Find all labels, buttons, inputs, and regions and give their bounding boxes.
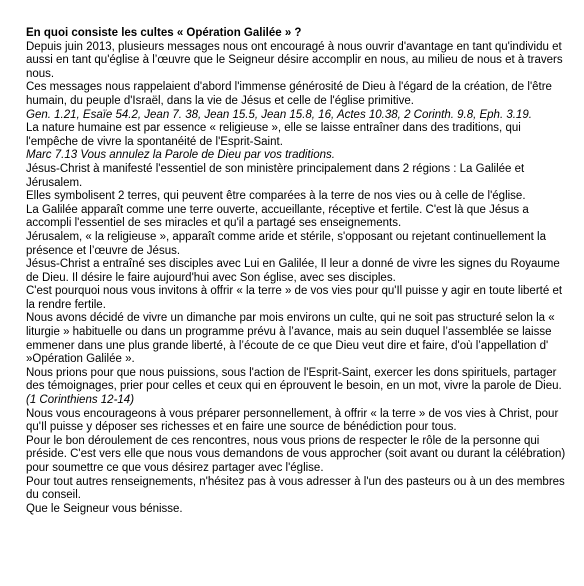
paragraph-text: Nous prions pour que nous puissions, sous l'action de l'Esprit-Saint, exercer les dons spirituels, partager des témoignages, prier pour celles et ceux qui en éprouvent le besoin, en un mot, vivre la parole de Dieu.	[26, 366, 562, 393]
scripture-reference: Gen. 1.21, Esaïe 54.2, Jean 7. 38, Jean 15.5, Jean 15.8, 16, Actes 10.38, 2 Corinth. 9.8, Eph. 3.19.	[26, 108, 532, 121]
paragraph: Jérusalem, « la religieuse », apparaît comme aride et stérile, s'opposant ou rejetant continuellement la présence et l’œuvre de Jésus.	[26, 230, 546, 257]
paragraph: Elles symbolisent 2 terres, qui peuvent être comparées à la terre de nos vies ou à celle de l'église.	[26, 190, 526, 203]
paragraph	[26, 367, 570, 408]
paragraph: Jésus-Christ a entraîné ses disciples avec Lui en Galilée, Il leur a donné de vivre les signes du Royaume de Dieu. Il désire le faire aujourd'hui avec Son église, avec ses disciples.	[26, 258, 560, 284]
paragraph: Pour tout autres renseignements, n'hésitez pas à vous adresser à l'un des pasteurs ou à un des membres du conseil.	[26, 475, 565, 502]
paragraph: La Galilée apparaît comme une terre ouverte, accueillante, réceptive et fertile. C'est là que Jésus a accompli l'essentiel de ses miracles et qu'il a partagé ses enseignements.	[26, 203, 529, 230]
paragraph: Nous vous encourageons à vous préparer personnellement, à offrir « la terre » de vos vies à Christ, pour qu'Il puisse y déposer ses richesses et en faire une source de bénédiction pour tous.	[26, 407, 559, 434]
page-title: En quoi consiste les cultes « Opération Galilée » ?	[26, 27, 302, 39]
paragraph: La nature humaine est par essence « religieuse », elle se laisse entraîner dans des traditions, qui l'empêche de vivre la spontanéité de l'Esprit-Saint.	[26, 122, 521, 148]
scripture-reference: Marc 7.13 Vous annulez la Parole de Dieu par vos traditions.	[26, 149, 335, 162]
paragraph: C'est pourquoi nous vous invitons à offrir « la terre » de vos vies pour qu'Il puisse y agir en toute liberté et la rendre fertile.	[26, 285, 563, 311]
scripture-reference: (1 Corinthiens 12-14)	[26, 394, 135, 407]
paragraph: Jésus-Christ à manifesté l'essentiel de son ministère principalement dans 2 régions : La Galilée et Jérusalem.	[26, 162, 525, 189]
paragraph: Depuis juin 2013, plusieurs messages nous ont encouragé à nous ouvrir d'avantage en tant qu'individu et aussi en tant qu'église à l’œuvre que le Seigneur désire accomplir en nous, au milieu de nous et à travers nous.	[26, 40, 563, 80]
document-body	[26, 41, 570, 517]
paragraph: Nous avons décidé de vivre un dimanche par mois environs un culte, qui ne soit pas structuré selon la « liturgie » habituelle ou dans un programme prévu à l’avance, mais au sein duquel l’assemblée se laisse emmener dans une plus grande liberté, à l’écoute de ce que Dieu veut dire et faire, d'où l’appellation d' »Opération Galilée ».	[26, 312, 555, 366]
paragraph: Pour le bon déroulement de ces rencontres, nous vous prions de respecter le rôle de la personne qui préside. C'est vers elle que nous vous demandons de vous approcher (soit avant ou durant la célébration) pour soumettre ce que vous désirez partager avec l'église.	[26, 434, 566, 474]
paragraph: Que le Seigneur vous bénisse.	[26, 502, 183, 515]
paragraph: Ces messages nous rappelaient d'abord l'immense générosité de Dieu à l'égard de la création, de l'être humain, du peuple d'Israël, dans la vie de Jésus et celle de l'église primitive.	[26, 81, 552, 107]
